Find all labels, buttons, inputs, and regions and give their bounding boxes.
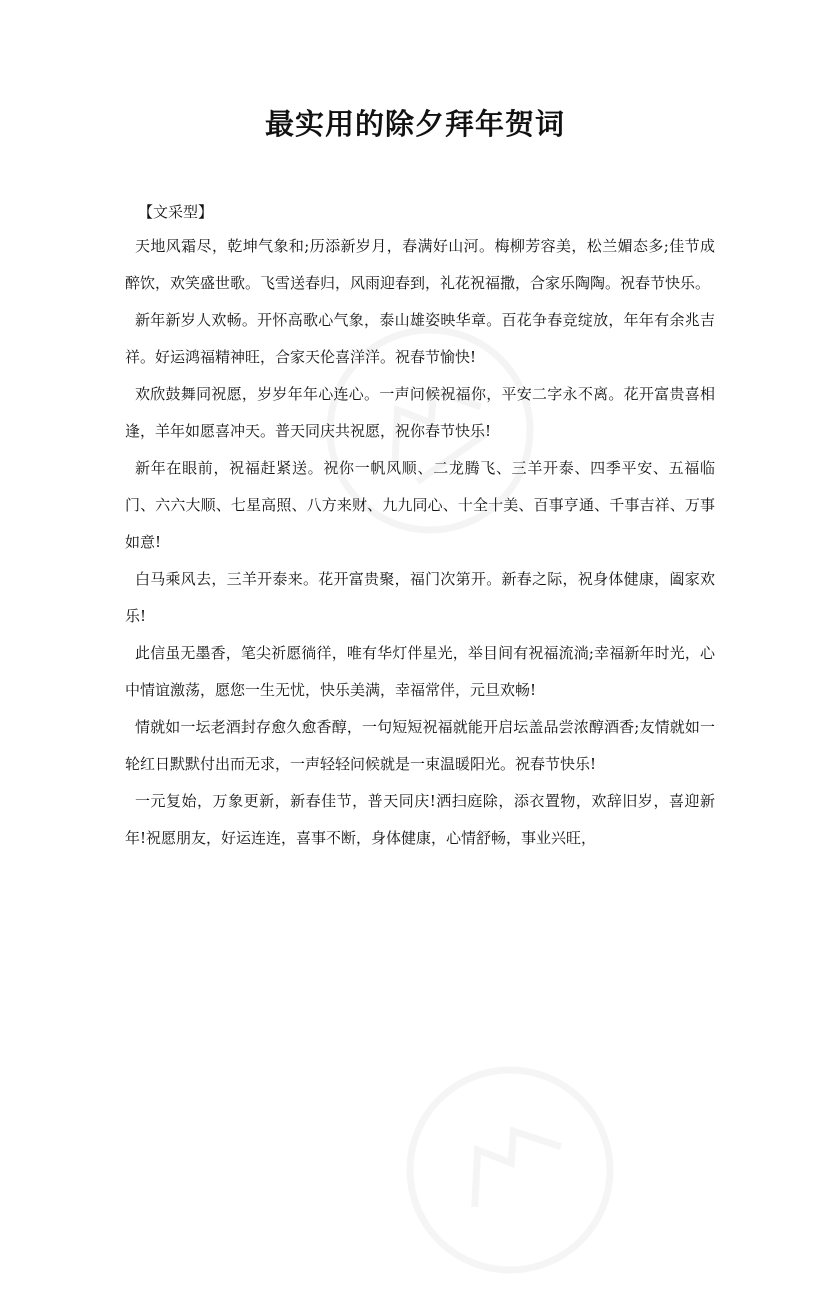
document-body — [125, 196, 715, 857]
paragraph: 此信虽无墨香，笔尖祈愿徜徉，唯有华灯伴星光，举目间有祝福流淌;幸福新年时光，心中情谊激荡，愿您一生无忧，快乐美满，幸福常伴，元旦欢畅! — [125, 644, 715, 699]
section-subheading: 【文采型】 — [138, 203, 214, 221]
watermark-logo-lower — [380, 1040, 640, 1300]
paragraph: 天地风霜尽，乾坤气象和;历添新岁月，春满好山河。梅柳芳容美，松兰媚态多;佳节成醉饮，欢笑盛世歌。飞雪送春归，风雨迎春到，礼花祝福撒，合家乐陶陶。祝春节快乐。 — [125, 237, 715, 292]
document-title: 最实用的除夕拜年贺词 — [264, 107, 565, 141]
paragraph: 一元复始，万象更新，新春佳节，普天同庆!洒扫庭除，添衣置物，欢辞旧岁，喜迎新年!祝愿朋友，好运连连，喜事不断，身体健康，心情舒畅，事业兴旺， — [125, 792, 715, 847]
paragraph: 欢欣鼓舞同祝愿，岁岁年年心连心。一声问候祝福你，平安二字永不离。花开富贵喜相逢，羊年如愿喜冲天。普天同庆共祝愿，祝你春节快乐! — [125, 385, 715, 440]
paragraph: 新年在眼前，祝福赶紧送。祝你一帆风顺、二龙腾飞、三羊开泰、四季平安、五福临门、六六大顺、七星高照、八方来财、九九同心、十全十美、百事亨通、千事吉祥、万事如意! — [125, 459, 715, 551]
paragraph: 情就如一坛老酒封存愈久愈香醇，一句短短祝福就能开启坛盖品尝浓醇酒香;友情就如一轮红日默默付出而无求，一声轻轻问候就是一束温暖阳光。祝春节快乐! — [125, 718, 715, 773]
paragraph: 新年新岁人欢畅。开怀高歌心气象，泰山雄姿映华章。百花争春竞绽放，年年有余兆吉祥。好运鸿福精神旺，合家天伦喜洋洋。祝春节愉快! — [125, 311, 715, 366]
paragraph: 白马乘风去，三羊开泰来。花开富贵聚，福门次第开。新春之际，祝身体健康，阖家欢乐! — [125, 570, 715, 625]
